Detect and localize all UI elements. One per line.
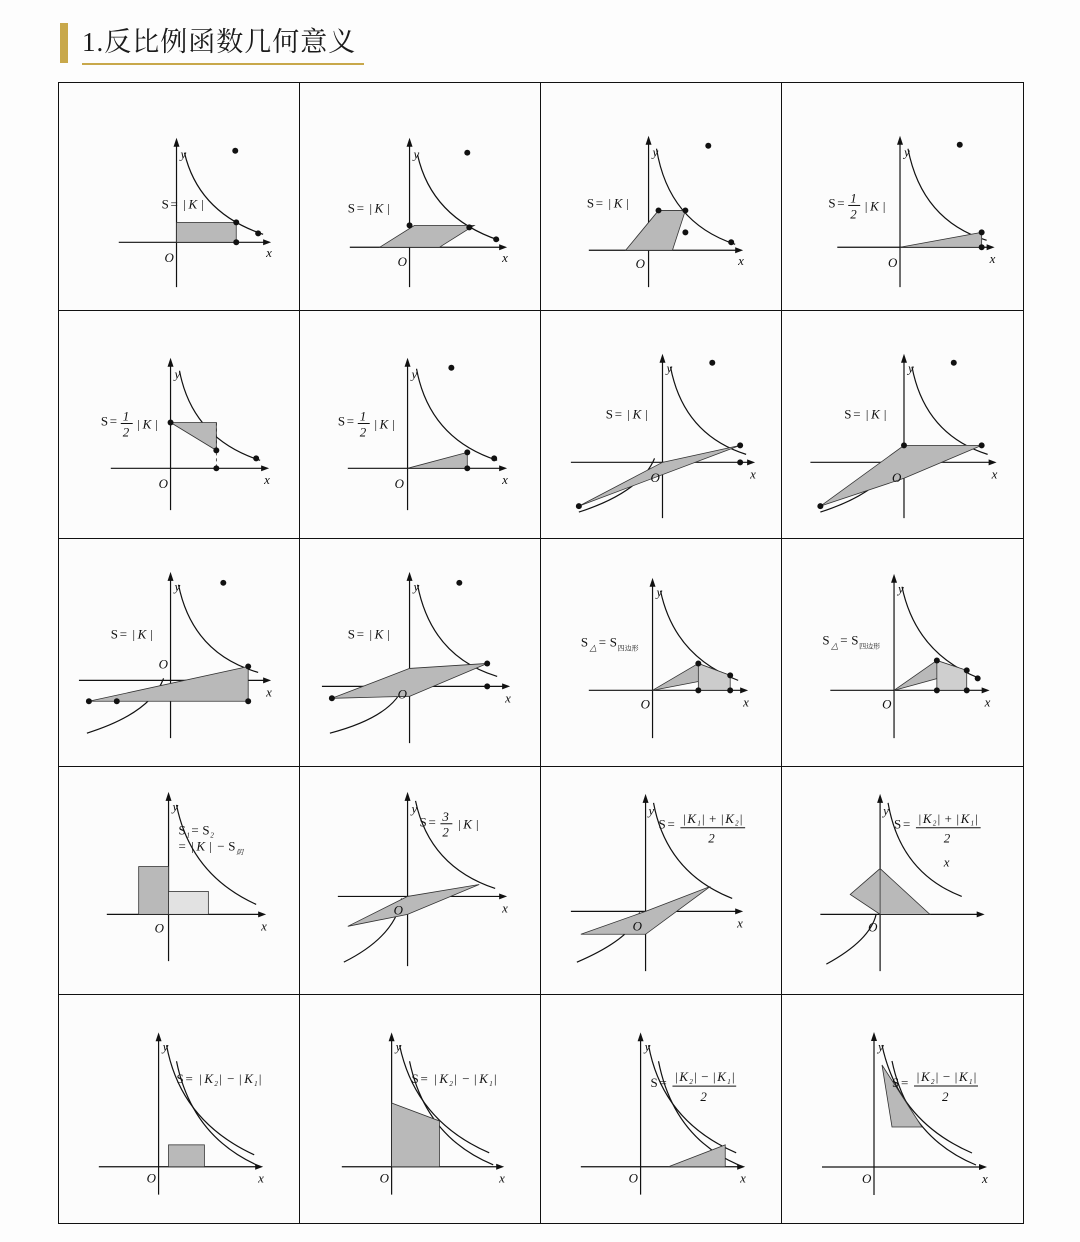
axis-y-label: y [395, 1039, 402, 1055]
formula-label-11: S [580, 634, 589, 650]
svg-text:K: K [632, 406, 642, 422]
figure-cell-13 [59, 767, 300, 995]
svg-text:|: | [154, 416, 159, 432]
svg-text:|: | [935, 1069, 939, 1084]
figure-cell-15 [541, 767, 782, 995]
svg-text:1: 1 [697, 819, 701, 828]
svg-text:K: K [717, 1069, 726, 1085]
svg-text:=: = [595, 195, 604, 211]
svg-text:=: = [667, 816, 675, 832]
figure-cell-6 [300, 311, 541, 539]
svg-text:|: | [457, 816, 461, 832]
origin-label: O [164, 250, 174, 266]
axis-y-label: y [883, 802, 889, 818]
formula-label-8: S [844, 406, 852, 422]
figure-cell-1 [59, 83, 300, 311]
axis-y-label: y [666, 360, 673, 376]
svg-text:|: | [607, 195, 612, 211]
axis-x-label: x [737, 915, 743, 931]
origin-label: O [146, 1170, 156, 1186]
svg-text:|: | [136, 416, 141, 432]
svg-text:△: △ [589, 642, 597, 653]
figure-cell-10 [300, 539, 541, 767]
svg-text:S: S [609, 634, 617, 650]
svg-text:2: 2 [210, 831, 214, 840]
svg-text:△: △ [831, 640, 839, 651]
svg-text:|: | [182, 196, 187, 212]
axis-x-label: x [750, 466, 756, 482]
axis-y-label: y [413, 578, 420, 594]
svg-text:=: = [420, 1071, 428, 1087]
svg-text:2: 2 [708, 830, 715, 846]
svg-text:四边形: 四边形 [859, 643, 881, 651]
axis-x-label: x [989, 251, 996, 267]
formula-label-2: S [347, 200, 356, 216]
formula-label-13: S [178, 822, 186, 838]
svg-text:2: 2 [735, 819, 739, 828]
svg-text:|: | [625, 195, 630, 211]
figure-cell-17 [59, 995, 300, 1223]
svg-text:|: | [917, 810, 922, 826]
title-text: 1.反比例函数几何意义 [82, 20, 364, 65]
svg-text:|: | [493, 1071, 497, 1087]
axis-y-label: y [898, 580, 904, 596]
svg-text:K: K [196, 838, 206, 854]
svg-text:K: K [679, 1069, 689, 1085]
svg-text:K: K [204, 1071, 214, 1087]
formula-label-7: S [605, 406, 613, 422]
svg-text:四边形: 四边形 [617, 645, 639, 653]
svg-text:|: | [373, 416, 378, 432]
formula-label-4: S [828, 195, 836, 211]
svg-text:|: | [198, 1071, 202, 1087]
axis-y-label: y [652, 144, 659, 160]
formula-label-3: S [586, 195, 595, 211]
svg-text:−: − [942, 1069, 951, 1084]
figure-cell-3 [541, 83, 782, 311]
svg-text:−: − [226, 1071, 236, 1087]
svg-text:=: = [901, 1075, 909, 1090]
axis-y-label: y [644, 1039, 651, 1055]
svg-text:K: K [922, 810, 932, 826]
axis-y-label: y [903, 144, 910, 160]
formula-label-14: S [419, 814, 427, 830]
axis-y-label: y [411, 366, 418, 382]
svg-text:2: 2 [689, 1078, 693, 1087]
formula-label-17: S [176, 1071, 184, 1087]
svg-text:2: 2 [122, 424, 130, 440]
title-accent-bar [60, 23, 68, 63]
formula-label-6: S [337, 413, 346, 429]
figure-cell-11 [541, 539, 782, 767]
figure-cell-14 [300, 767, 541, 995]
figure-cell-19 [541, 995, 782, 1223]
axis-x-label: x [743, 694, 749, 710]
figure-cell-4 [782, 83, 1023, 311]
svg-text:|: | [453, 1071, 457, 1087]
axis-x-label: x [502, 250, 508, 266]
svg-text:=: = [356, 200, 365, 216]
svg-text:|: | [916, 1069, 920, 1084]
svg-text:|: | [693, 1069, 697, 1085]
svg-text:=: = [853, 406, 861, 422]
svg-text:2: 2 [942, 1089, 949, 1104]
svg-text:|: | [973, 1069, 977, 1084]
svg-text:1: 1 [850, 190, 857, 206]
svg-text:K: K [921, 1069, 930, 1084]
svg-text:K: K [374, 200, 384, 216]
svg-text:|: | [955, 810, 960, 826]
origin-label: O [154, 920, 164, 936]
svg-text:|: | [218, 1071, 222, 1087]
axis-x-label: x [258, 1170, 264, 1186]
svg-text:=: = [428, 814, 436, 830]
svg-text:|: | [190, 838, 195, 854]
axis-y-label: y [174, 366, 181, 382]
figure-cell-7 [541, 311, 782, 539]
origin-label: O [892, 470, 902, 486]
svg-text:|: | [864, 198, 868, 214]
svg-text:K: K [374, 626, 384, 642]
origin-label: O [158, 656, 168, 672]
svg-text:|: | [475, 816, 479, 832]
formula-label-12: S [822, 632, 830, 648]
svg-text:−: − [216, 838, 226, 854]
origin-label: O [379, 1170, 390, 1186]
figure-cell-18 [300, 995, 541, 1223]
formula-label-5: S [100, 413, 109, 429]
svg-text:2: 2 [442, 824, 449, 840]
svg-text:2: 2 [700, 1089, 707, 1105]
svg-text:|: | [974, 810, 979, 826]
formula-label-9: S [110, 626, 119, 642]
axis-y-label: y [878, 1039, 884, 1054]
svg-text:K: K [439, 1071, 449, 1087]
svg-text:|: | [258, 1071, 262, 1087]
axis-y-label: y [162, 1039, 169, 1055]
origin-label: O [397, 686, 407, 702]
svg-text:=: = [598, 634, 607, 650]
origin-label: O [862, 1171, 872, 1186]
figure-cell-16 [782, 767, 1023, 995]
svg-text:+: + [943, 810, 953, 826]
svg-text:2: 2 [449, 1080, 453, 1089]
origin-label: O [632, 918, 642, 934]
svg-text:−: − [461, 1071, 471, 1087]
axis-x-label: x [984, 694, 991, 710]
svg-text:=: = [170, 196, 178, 212]
svg-text:|: | [682, 810, 686, 826]
figure-cell-8 [782, 311, 1023, 539]
origin-label: O [640, 696, 650, 712]
svg-text:|: | [712, 1069, 716, 1085]
axis-y-label: y [907, 360, 914, 376]
svg-text:S: S [228, 838, 236, 854]
origin-label: O [628, 1170, 638, 1186]
axis-y-label: y [180, 146, 187, 162]
svg-text:=: = [356, 626, 365, 642]
svg-text:=: = [837, 195, 845, 211]
svg-text:|: | [433, 1071, 438, 1087]
svg-text:1: 1 [122, 408, 130, 424]
svg-text:|: | [674, 1069, 679, 1085]
svg-text:1: 1 [969, 1078, 973, 1086]
svg-text:K: K [870, 198, 879, 214]
origin-label: O [888, 255, 898, 271]
svg-text:|: | [131, 626, 136, 642]
svg-text:2: 2 [932, 819, 937, 828]
svg-text:=: = [902, 816, 911, 832]
svg-text:2: 2 [359, 424, 367, 440]
svg-text:+: + [708, 810, 718, 826]
figure-cell-5 [59, 311, 300, 539]
figure-cell-12 [782, 539, 1023, 767]
svg-text:1: 1 [254, 1080, 258, 1089]
svg-text:|: | [865, 406, 869, 422]
svg-text:1: 1 [359, 408, 367, 424]
axis-x-label: x [502, 472, 508, 488]
svg-text:K: K [959, 1069, 968, 1084]
formula-label-1: S [161, 196, 169, 212]
figure-cell-20 [782, 995, 1023, 1223]
svg-text:=: = [659, 1075, 667, 1091]
svg-text:|: | [644, 406, 649, 422]
svg-text:|: | [954, 1069, 958, 1084]
axis-x-label: x [266, 245, 272, 261]
svg-text:K: K [137, 626, 147, 642]
axis-x-label: x [991, 466, 998, 482]
svg-text:S: S [851, 632, 859, 648]
origin-label: O [393, 902, 403, 918]
svg-text:=: = [185, 1071, 193, 1087]
axis-y-label: y [656, 584, 663, 600]
svg-text:|: | [238, 1071, 242, 1087]
svg-text:|: | [368, 626, 373, 642]
svg-text:K: K [244, 1071, 253, 1087]
svg-text:−: − [700, 1069, 710, 1085]
axis-x-label: x [738, 253, 744, 269]
axis-x-label: x [499, 1170, 505, 1186]
svg-text:=: = [109, 413, 118, 429]
svg-text:|: | [386, 626, 391, 642]
formula-label-10: S [347, 626, 356, 642]
svg-text:K: K [725, 810, 734, 826]
figure-cell-9 [59, 539, 300, 767]
svg-text:阴: 阴 [236, 849, 244, 857]
formula-label-16: S [894, 816, 902, 832]
formula-label-15: S [658, 816, 666, 832]
svg-text:|: | [208, 838, 212, 854]
svg-text:|: | [883, 406, 887, 422]
svg-text:K: K [188, 196, 198, 212]
svg-text:|: | [936, 810, 941, 826]
svg-text:K: K [463, 816, 472, 832]
origin-label: O [882, 696, 892, 712]
svg-text:S: S [202, 822, 210, 838]
svg-text:K: K [871, 406, 880, 422]
svg-text:|: | [200, 196, 204, 212]
page-title [60, 20, 364, 65]
origin-label: O [635, 256, 645, 272]
svg-text:|: | [720, 810, 724, 826]
svg-text:=: = [614, 406, 623, 422]
axis-y-label: y [411, 800, 418, 816]
figure-cell-2 [300, 83, 541, 311]
svg-text:1: 1 [489, 1080, 493, 1089]
svg-text:1: 1 [727, 1078, 731, 1087]
axis-y-label: y [174, 578, 181, 594]
formula-label-20: S [892, 1075, 900, 1090]
svg-text:|: | [386, 200, 391, 216]
svg-text:K: K [613, 195, 623, 211]
svg-text:2: 2 [931, 1078, 935, 1086]
axis-x-label: x [505, 690, 511, 706]
axis-y-label: y [413, 146, 420, 162]
svg-text:|: | [473, 1071, 477, 1087]
origin-label: O [868, 919, 878, 935]
svg-text:|: | [391, 416, 396, 432]
svg-text:|: | [149, 626, 154, 642]
axis-x-label: x [261, 918, 267, 934]
svg-text:2: 2 [943, 830, 951, 846]
axis-x-label: x [982, 1171, 988, 1186]
svg-text:K: K [379, 416, 389, 432]
origin-label: O [158, 476, 168, 492]
formula-label-18: S [411, 1071, 419, 1087]
svg-text:1: 1 [970, 819, 975, 828]
svg-text:|: | [626, 406, 631, 422]
axis-y-label: y [648, 802, 655, 818]
svg-text:=: = [191, 822, 199, 838]
svg-text:=: = [346, 413, 355, 429]
svg-text:|: | [882, 198, 886, 214]
svg-text:1: 1 [186, 831, 190, 840]
svg-text:K: K [960, 810, 970, 826]
axis-x-label: x [943, 854, 950, 870]
svg-text:K: K [479, 1071, 488, 1087]
svg-text:3: 3 [442, 808, 449, 824]
figure-grid [58, 82, 1024, 1224]
svg-text:=: = [119, 626, 128, 642]
axis-x-label: x [266, 684, 272, 700]
svg-text:=: = [840, 632, 848, 648]
svg-text:=: = [178, 838, 186, 854]
svg-text:|: | [368, 200, 373, 216]
formula-label-19: S [650, 1075, 658, 1091]
axis-x-label: x [740, 1170, 746, 1186]
origin-label: O [394, 476, 404, 492]
axis-y-label: y [172, 798, 179, 814]
svg-text:|: | [731, 1069, 735, 1085]
svg-text:|: | [701, 810, 705, 826]
svg-text:2: 2 [850, 206, 857, 222]
svg-text:K: K [142, 416, 152, 432]
axis-x-label: x [264, 472, 270, 488]
origin-label: O [397, 254, 407, 270]
svg-text:2: 2 [214, 1080, 218, 1089]
svg-text:|: | [739, 810, 743, 826]
axis-x-label: x [502, 900, 508, 916]
svg-text:K: K [687, 810, 697, 826]
origin-label: O [650, 470, 660, 486]
